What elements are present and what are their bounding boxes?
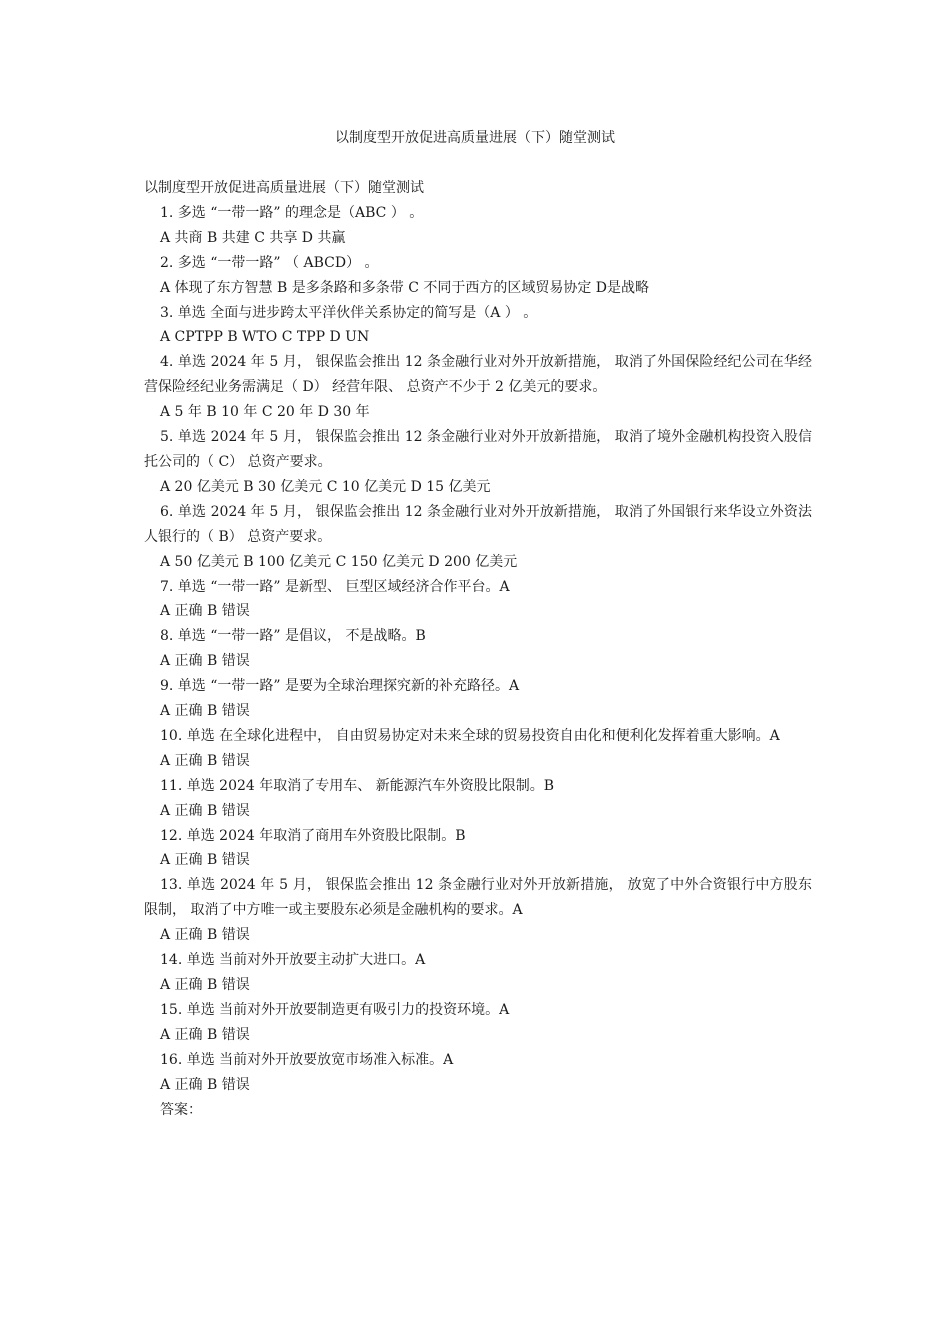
question-options: A CPTPP B WTO C TPP D UN <box>160 329 370 346</box>
question-options: A 50 亿美元 B 100 亿美元 C 150 亿美元 D 200 亿美元 <box>160 553 518 570</box>
question-text: 2. 多选 “一带一路” （ ABCD） 。 <box>160 254 379 271</box>
question-options: A 正确 B 错误 <box>160 1076 250 1093</box>
document-title: 以制度型开放促进高质量进展（下）随堂测试 <box>335 130 615 146</box>
question-text: 15. 单选 当前对外开放要制造更有吸引力的投资环境。A <box>160 1001 510 1018</box>
question-text: 14. 单选 当前对外开放要主动扩大进口。A <box>160 952 426 969</box>
question-text: 11. 单选 2024 年取消了专用车、 新能源汽车外资股比限制。B <box>160 777 554 794</box>
question-text: 16. 单选 当前对外开放要放宽市场准入标准。A <box>160 1051 454 1068</box>
question-options: A 正确 B 错误 <box>160 603 250 620</box>
question-options: A 20 亿美元 B 30 亿美元 C 10 亿美元 D 15 亿美元 <box>160 478 491 495</box>
question-text: 6. 单选 2024 年 5 月， 银保监会推出 12 条金融行业对外开放新措施， 取消了外国银行来华设立外资法人银行的（ B） 总资产要求。 <box>144 503 812 545</box>
question-text: 3. 单选 全面与进步跨太平洋伙伴关系协定的简写是（A ） 。 <box>160 304 538 321</box>
question-options: A 正确 B 错误 <box>160 927 250 944</box>
question-text: 1. 多选 “一带一路” 的理念是（ABC ） 。 <box>160 204 424 221</box>
question-text: 4. 单选 2024 年 5 月， 银保监会推出 12 条金融行业对外开放新措施， 取消了外国保险经纪公司在华经营保险经纪业务需满足（ D） 经营年限、 总资产不少于 2 亿美元的要求。 <box>144 354 812 396</box>
question-text: 8. 单选 “一带一路” 是倡议， 不是战略。B <box>160 628 426 645</box>
question-options: A 正确 B 错误 <box>160 653 250 670</box>
question-options: A 共商 B 共建 C 共享 D 共赢 <box>160 229 346 246</box>
question-text: 13. 单选 2024 年 5 月， 银保监会推出 12 条金融行业对外开放新措施， 放宽了中外合资银行中方股东限制， 取消了中方唯一或主要股东必须是金融机构的要求。A <box>144 877 812 919</box>
question-options: A 正确 B 错误 <box>160 752 250 769</box>
question-text: 12. 单选 2024 年取消了商用车外资股比限制。B <box>160 827 466 844</box>
document-body <box>144 176 812 1122</box>
question-text: 7. 单选 “一带一路” 是新型、 巨型区域经济合作平台。A <box>160 578 510 595</box>
question-text: 9. 单选 “一带一路” 是要为全球治理探究新的补充路径。A <box>160 678 520 695</box>
question-options: A 体现了东方智慧 B 是多条路和多条带 C 不同于西方的区域贸易协定 D是战略 <box>160 279 650 296</box>
question-options: A 正确 B 错误 <box>160 1026 250 1043</box>
question-text: 10. 单选 在全球化进程中， 自由贸易协定对未来全球的贸易投资自由化和便利化发挥着重大影响。A <box>160 727 780 744</box>
question-text: 5. 单选 2024 年 5 月， 银保监会推出 12 条金融行业对外开放新措施， 取消了境外金融机构投资入股信托公司的（ C） 总资产要求。 <box>144 429 812 470</box>
question-options: A 5 年 B 10 年 C 20 年 D 30 年 <box>160 404 370 421</box>
question-options: A 正确 B 错误 <box>160 703 250 720</box>
document-subtitle: 以制度型开放促进高质量进展（下）随堂测试 <box>144 180 424 196</box>
question-options: A 正确 B 错误 <box>160 802 250 819</box>
question-options: A 正确 B 错误 <box>160 977 250 993</box>
answer-label: 答案： <box>160 1101 202 1118</box>
question-options: A 正确 B 错误 <box>160 852 250 869</box>
